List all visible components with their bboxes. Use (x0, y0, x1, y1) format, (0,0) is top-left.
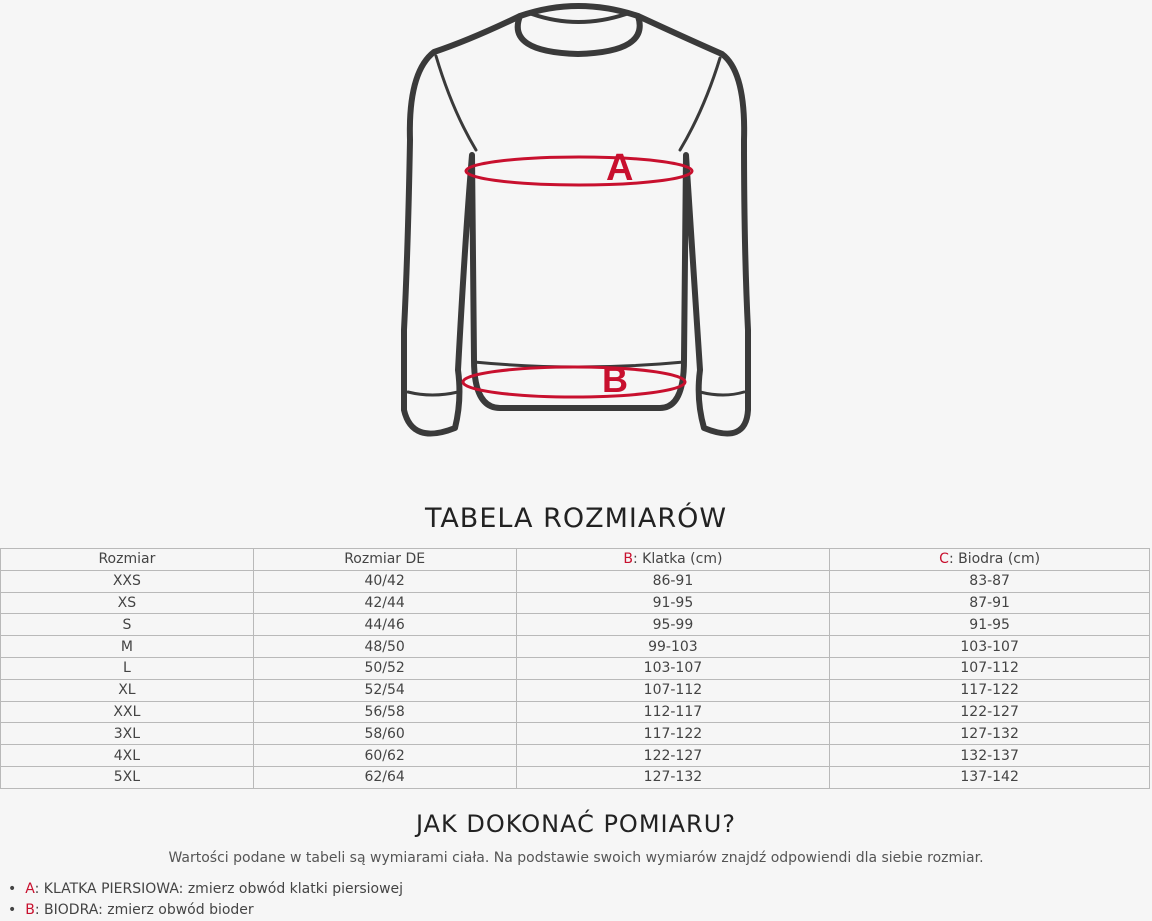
table-cell: 127-132 (516, 766, 830, 788)
table-cell: 103-107 (830, 636, 1150, 658)
table-cell: 95-99 (516, 614, 830, 636)
chest-measure-line (466, 157, 692, 185)
table-cell: 50/52 (253, 657, 516, 679)
tip-item (8, 900, 403, 921)
size-table (0, 548, 1150, 789)
table-cell: 91-95 (516, 592, 830, 614)
table-cell: 87-91 (830, 592, 1150, 614)
table-cell: 107-112 (516, 679, 830, 701)
column-header (516, 549, 830, 571)
table-cell: 40/42 (253, 570, 516, 592)
table-cell: 132-137 (830, 745, 1150, 767)
table-cell: 52/54 (253, 679, 516, 701)
column-marker: C (939, 551, 949, 568)
column-label: : Biodra (cm) (948, 551, 1041, 568)
table-header-row (1, 549, 1150, 571)
right-sleeve-seam (680, 58, 720, 150)
table-row (1, 592, 1150, 614)
table-cell: 56/58 (253, 701, 516, 723)
column-header (1, 549, 254, 571)
tip-marker: B (25, 902, 35, 918)
table-cell: XXS (1, 570, 254, 592)
table-cell: 48/50 (253, 636, 516, 658)
table-cell: XXL (1, 701, 254, 723)
table-cell: 3XL (1, 723, 254, 745)
table-row (1, 745, 1150, 767)
table-cell: 58/60 (253, 723, 516, 745)
table-row (1, 636, 1150, 658)
hip-measure-line (463, 367, 685, 397)
table-row (1, 679, 1150, 701)
table-cell: XS (1, 592, 254, 614)
collar-outline (518, 6, 640, 54)
table-cell: 91-95 (830, 614, 1150, 636)
marker-a: A (606, 147, 634, 189)
table-row (1, 657, 1150, 679)
table-cell: XL (1, 679, 254, 701)
how-to-note: Wartości podane w tabeli są wymiarami ciała. Na podstawie swoich wymiarów znajdź odpowiendi dla siebie rozmiar. (168, 850, 984, 866)
column-label: Rozmiar DE (344, 551, 426, 568)
table-cell: 5XL (1, 766, 254, 788)
tip-text: : KLATKA PIERSIOWA: zmierz obwód klatki piersiowej (34, 881, 404, 897)
table-cell: 122-127 (516, 745, 830, 767)
table-cell: 117-122 (830, 679, 1150, 701)
table-cell: 86-91 (516, 570, 830, 592)
body-outline (404, 16, 748, 434)
table-cell: 62/64 (253, 766, 516, 788)
measurement-tips (8, 879, 403, 921)
table-cell: 122-127 (830, 701, 1150, 723)
column-label: Rozmiar (98, 551, 156, 568)
left-cuff (408, 392, 458, 395)
table-row (1, 701, 1150, 723)
table-cell: S (1, 614, 254, 636)
page-title: TABELA ROZMIARÓW (424, 503, 728, 534)
table-cell: 83-87 (830, 570, 1150, 592)
table-row (1, 614, 1150, 636)
left-sleeve-seam (436, 56, 476, 150)
right-cuff (700, 392, 744, 395)
column-header (830, 549, 1150, 571)
tip-marker: A (25, 881, 35, 897)
table-row (1, 766, 1150, 788)
table-cell: L (1, 657, 254, 679)
table-cell: 4XL (1, 745, 254, 767)
table-cell: 44/46 (253, 614, 516, 636)
table-row (1, 723, 1150, 745)
tip-item (8, 879, 403, 900)
how-to-title: JAK DOKONAĆ POMIARU? (415, 810, 736, 838)
table-cell: M (1, 636, 254, 658)
table-cell: 42/44 (253, 592, 516, 614)
table-cell: 127-132 (830, 723, 1150, 745)
table-cell: 107-112 (830, 657, 1150, 679)
table-cell: 60/62 (253, 745, 516, 767)
marker-b: B (602, 359, 628, 400)
table-cell: 99-103 (516, 636, 830, 658)
tip-text: : BIODRA: zmierz obwód bioder (34, 902, 254, 918)
table-row (1, 570, 1150, 592)
table-cell: 137-142 (830, 766, 1150, 788)
column-marker: B (623, 551, 633, 568)
table-cell: 117-122 (516, 723, 830, 745)
table-cell: 112-117 (516, 701, 830, 723)
column-header (253, 549, 516, 571)
collar-inner (532, 14, 626, 22)
table-cell: 103-107 (516, 657, 830, 679)
column-label: : Klatka (cm) (632, 551, 723, 568)
